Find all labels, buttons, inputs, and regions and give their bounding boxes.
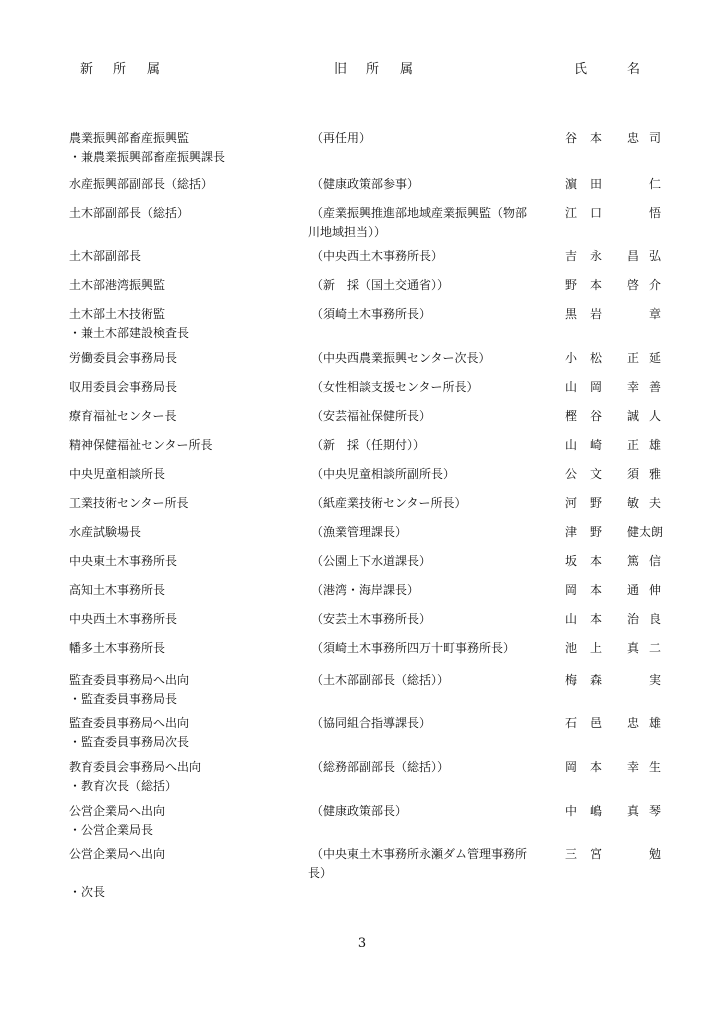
new-position-line: 中央児童相談所長: [69, 467, 166, 481]
old-position-line: （産業振興推進部地域産業振興監（物部: [311, 206, 528, 220]
new-position-line: 中央西土木事務所長: [69, 612, 178, 626]
name-char: 樫: [565, 409, 578, 423]
new-position-line: 労働委員会事務局長: [69, 351, 178, 365]
name-char: 敏: [627, 496, 640, 510]
old-position-line: （須崎土木事務所四万十町事務所長）: [311, 641, 516, 655]
old-position: [311, 349, 551, 368]
old-position: [311, 378, 551, 397]
header-new-3: 属: [147, 62, 161, 77]
name-char: 山: [565, 438, 578, 452]
new-position-line: [69, 864, 304, 883]
new-position-line: 監査委員事務局へ出向: [69, 673, 190, 687]
name-char: 口: [590, 206, 603, 220]
old-position-line: （土木部副部長（総括））: [311, 673, 450, 687]
name-char: 良: [649, 612, 662, 626]
old-position-line: （安芸土木事務所長）: [311, 612, 432, 626]
old-position: [311, 714, 551, 733]
name-char: 谷: [565, 131, 578, 145]
old-position-line: （再任用）: [311, 131, 372, 145]
old-position-line: （女性相談支援センター所長）: [311, 380, 479, 394]
name-char: 司: [649, 131, 662, 145]
name-char: 篤: [627, 554, 640, 568]
name-char: 善: [649, 380, 662, 394]
old-position-line: （新 採（任期付））: [311, 438, 426, 452]
new-position: [69, 129, 304, 167]
name-char: 健太朗: [627, 525, 664, 539]
old-position: [311, 305, 551, 324]
name-char: 上: [590, 641, 603, 655]
name-char: 公: [565, 467, 578, 481]
new-position: [69, 523, 304, 542]
name-char: 介: [649, 278, 662, 292]
old-position-line: （安芸福祉保健所長）: [311, 409, 432, 423]
old-position: [311, 671, 551, 690]
new-position: [69, 494, 304, 513]
name-char: 幸: [627, 380, 640, 394]
old-position: [311, 494, 551, 513]
new-position-line: 収用委員会事務局長: [69, 380, 178, 394]
new-position-line: 公営企業局へ出向: [69, 804, 166, 818]
name-char: 忠: [627, 131, 640, 145]
name-char: 誠: [627, 409, 640, 423]
new-position-line: 土木部土木技術監: [69, 307, 166, 321]
old-position: [311, 639, 551, 658]
new-position: [69, 175, 304, 194]
new-position: [69, 845, 304, 902]
name-char: 生: [649, 760, 662, 774]
name-char: 岡: [590, 380, 603, 394]
name-char: 邑: [590, 716, 603, 730]
new-position: [69, 276, 304, 295]
name-char: 山: [565, 612, 578, 626]
header-old-3: 属: [400, 62, 414, 77]
name-char: 真: [627, 804, 640, 818]
new-position-line: ・兼農業振興部畜産振興課長: [69, 150, 226, 164]
name-char: 河: [565, 496, 578, 510]
name-char: 琴: [649, 804, 662, 818]
old-position-line: （総務部副部長（総括））: [311, 760, 450, 774]
name-char: 昌: [627, 249, 640, 263]
name-char: 正: [627, 351, 640, 365]
name-char: 須: [627, 467, 640, 481]
old-position: [311, 276, 551, 295]
name-char: 本: [590, 583, 603, 597]
name-char: 信: [649, 554, 662, 568]
old-position-line: （中央児童相談所副所長）: [311, 467, 456, 481]
old-position-line: （健康政策部参事）: [311, 177, 420, 191]
name-char: 中: [565, 804, 578, 818]
new-position: [69, 552, 304, 571]
old-position-line: （須崎土木事務所長）: [311, 307, 432, 321]
new-position-line: ・監査委員事務局次長: [69, 735, 190, 749]
old-position-line: （公園上下水道課長）: [311, 554, 432, 568]
name-char: 野: [590, 525, 603, 539]
new-position-line: 農業振興部畜産振興監: [69, 131, 190, 145]
old-position: [308, 845, 551, 883]
old-position-line: （協同組合指導課長）: [311, 716, 432, 730]
name-char: 黒: [565, 307, 578, 321]
new-position-line: ・公営企業局長: [69, 823, 154, 837]
name-char: 田: [590, 177, 603, 191]
header-new-1: 新: [80, 62, 94, 77]
name-char: 幸: [627, 760, 640, 774]
old-position-line: （中央西土木事務所長）: [311, 249, 444, 263]
name-char: 本: [590, 760, 603, 774]
name-char: 津: [565, 525, 578, 539]
name-char: 伸: [649, 583, 662, 597]
name-char: 延: [649, 351, 662, 365]
new-position: [69, 581, 304, 600]
name-char: 宮: [590, 847, 603, 861]
old-position: [311, 465, 551, 484]
name-char: 池: [565, 641, 578, 655]
new-position: [69, 349, 304, 368]
old-position: [311, 581, 551, 600]
new-position: [69, 305, 304, 343]
old-position: [311, 523, 551, 542]
name-char: 啓: [627, 278, 640, 292]
new-position-line: 工業技術センター所長: [69, 496, 189, 510]
new-position-line: 中央東土木事務所長: [69, 554, 178, 568]
name-char: 仁: [649, 177, 662, 191]
old-position: [311, 247, 551, 266]
old-position: [311, 129, 551, 148]
old-position-line: （港湾・海岸課長）: [311, 583, 420, 597]
old-position: [311, 407, 551, 426]
name-char: 治: [627, 612, 640, 626]
header-name-1: 氏: [574, 62, 588, 77]
name-char: 江: [565, 206, 578, 220]
new-position: [69, 610, 304, 629]
old-position: [311, 552, 551, 571]
new-position-line: 高知土木事務所長: [69, 583, 166, 597]
new-position-line: 教育委員会事務局へ出向: [69, 760, 202, 774]
name-char: 崎: [590, 438, 603, 452]
name-char: 雄: [649, 716, 662, 730]
old-position: [311, 610, 551, 629]
name-char: 梅: [565, 673, 578, 687]
name-char: 濵: [565, 177, 578, 191]
old-position-line: （健康政策部長）: [311, 804, 408, 818]
new-position: [69, 247, 304, 266]
new-position-line: ・次長: [69, 885, 106, 899]
new-position-line: 監査委員事務局へ出向: [69, 716, 190, 730]
new-position: [69, 714, 304, 752]
new-position-line: ・監査委員事務局長: [69, 692, 178, 706]
name-char: 岡: [565, 760, 578, 774]
name-char: 小: [565, 351, 578, 365]
name-char: 吉: [565, 249, 578, 263]
old-position-line: （新 採（国土交通省））: [311, 278, 450, 292]
new-position-line: 水産振興部副部長（総括）: [69, 177, 214, 191]
name-char: 人: [649, 409, 662, 423]
new-position-line: 幡多土木事務所長: [69, 641, 166, 655]
new-position-line: 精神保健福祉センター所長: [69, 438, 213, 452]
old-position: [311, 758, 551, 777]
header-old-1: 旧: [334, 62, 348, 77]
old-position-line: （漁業管理課長）: [311, 525, 408, 539]
new-position-line: ・兼土木部建設検査長: [69, 326, 190, 340]
new-position: [69, 378, 304, 397]
header-name-2: 名: [627, 62, 641, 77]
name-char: 本: [590, 612, 603, 626]
new-position: [69, 639, 304, 658]
name-char: 正: [627, 438, 640, 452]
header-new-2: 所: [113, 62, 127, 77]
new-position-line: 土木部港湾振興監: [69, 278, 166, 292]
new-position: [69, 465, 304, 484]
old-position: [308, 204, 551, 242]
new-position: [69, 758, 304, 796]
new-position-line: 土木部副部長: [69, 249, 142, 263]
name-char: 山: [565, 380, 578, 394]
name-char: 夫: [649, 496, 662, 510]
new-position: [69, 802, 304, 840]
name-char: 岩: [590, 307, 603, 321]
name-char: 野: [565, 278, 578, 292]
old-position-line: 川地域担当））: [308, 225, 387, 239]
name-char: 本: [590, 278, 603, 292]
name-char: 永: [590, 249, 603, 263]
name-char: 忠: [627, 716, 640, 730]
new-position: [69, 671, 304, 709]
old-position-line: （紙産業技術センター所長）: [311, 496, 467, 510]
old-position: [311, 436, 551, 455]
name-char: 悟: [649, 206, 662, 220]
name-char: 谷: [590, 409, 603, 423]
old-position: [311, 175, 551, 194]
name-char: 章: [649, 307, 662, 321]
name-char: 弘: [649, 249, 662, 263]
name-char: 岡: [565, 583, 578, 597]
new-position: [69, 204, 304, 223]
new-position: [69, 407, 304, 426]
name-char: 野: [590, 496, 603, 510]
name-char: 松: [590, 351, 603, 365]
name-char: 本: [590, 131, 603, 145]
name-char: 通: [627, 583, 640, 597]
old-position: [311, 802, 551, 821]
new-position-line: 公営企業局へ出向: [69, 847, 166, 861]
name-char: 雄: [649, 438, 662, 452]
name-char: 文: [590, 467, 603, 481]
name-char: 本: [590, 554, 603, 568]
page-number: 3: [357, 936, 367, 951]
name-char: 実: [649, 673, 662, 687]
old-position-line: 長）: [308, 866, 333, 880]
name-char: 二: [649, 641, 662, 655]
new-position-line: ・教育次長（総括）: [69, 779, 178, 793]
old-position-line: （中央東土木事務所永瀬ダム管理事務所: [311, 847, 528, 861]
name-char: 石: [565, 716, 578, 730]
new-position-line: 水産試験場長: [69, 525, 142, 539]
name-char: 森: [590, 673, 603, 687]
header-old-2: 所: [366, 62, 380, 77]
name-char: 嶋: [590, 804, 603, 818]
new-position: [69, 436, 304, 455]
name-char: 三: [565, 847, 578, 861]
name-char: 真: [627, 641, 640, 655]
new-position-line: 土木部副部長（総括）: [69, 206, 190, 220]
old-position-line: （中央西農業振興センター次長）: [311, 351, 491, 365]
name-char: 雅: [649, 467, 662, 481]
name-char: 勉: [649, 847, 662, 861]
new-position-line: 療育福祉センター長: [69, 409, 177, 423]
name-char: 坂: [565, 554, 578, 568]
